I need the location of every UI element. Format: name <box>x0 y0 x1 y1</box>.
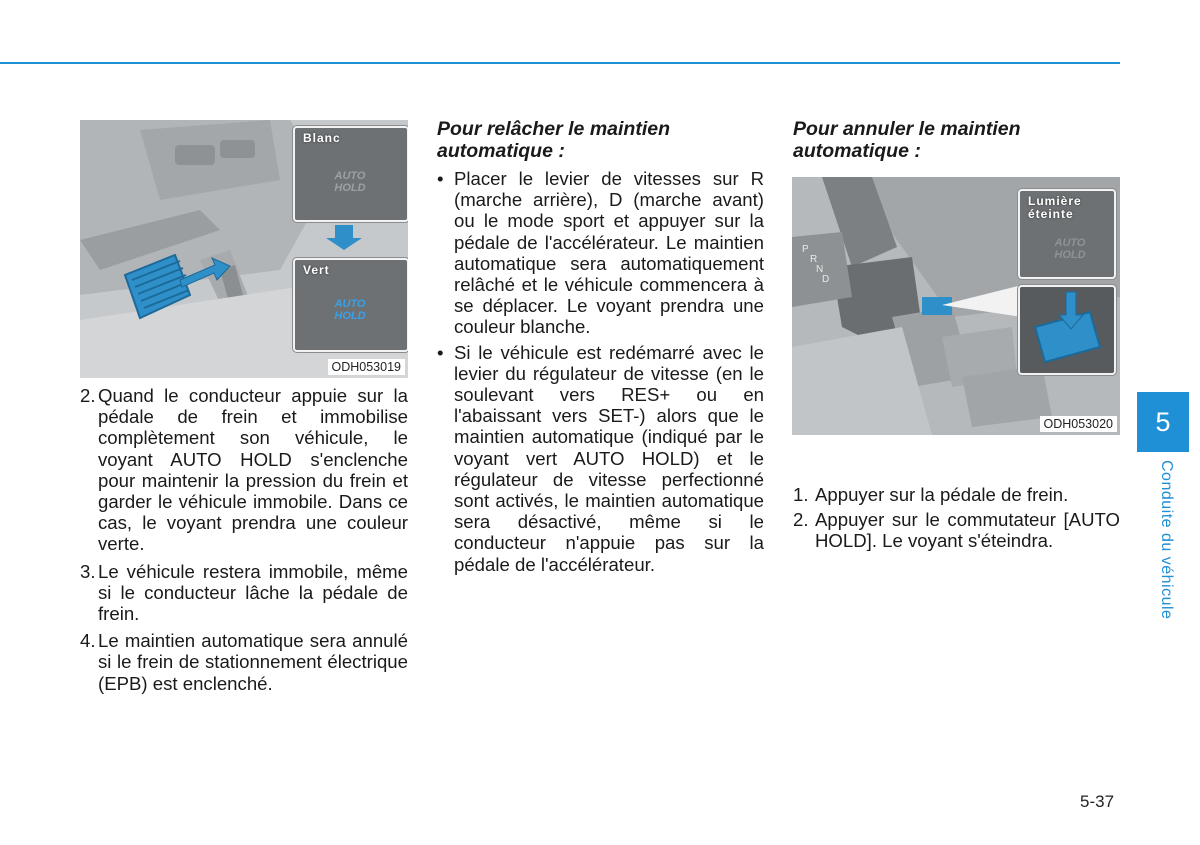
column-right <box>793 118 1120 556</box>
page-number: 5-37 <box>1080 792 1115 811</box>
list-text: Appuyer sur la pédale de frein. <box>815 484 1069 505</box>
list-number: 1. <box>793 484 809 505</box>
column-left <box>80 385 408 700</box>
list-item <box>80 385 408 555</box>
figure-code: ODH053019 <box>328 359 406 375</box>
top-rule <box>0 62 1120 64</box>
list-text: Le véhicule restera immobile, même si le conducteur lâche la pédale de frein. <box>98 560 408 625</box>
figure-code: ODH053020 <box>1040 416 1118 432</box>
list-number: 2. <box>80 385 96 406</box>
section-heading-cancel: Pour annuler le maintien automatique : <box>793 118 1021 162</box>
list-number: 2. <box>793 509 809 531</box>
list-text: Appuyer sur le commutateur [AUTO HOLD]. Le voyant s'éteindra. <box>815 509 1120 552</box>
inset-white-lamp <box>293 126 408 222</box>
svg-text:D: D <box>822 274 830 285</box>
list-item <box>80 561 408 625</box>
auto-hold-off-text: AUTO HOLD <box>1054 237 1086 261</box>
list-number: 3. <box>80 560 96 582</box>
list-item <box>793 509 1120 551</box>
bullet-icon: • <box>437 341 444 363</box>
list-number: 4. <box>80 630 96 652</box>
chapter-title: Conduite du véhicule <box>1158 460 1175 620</box>
list-text: Si le véhicule est redémarré avec le levier du régulateur de vitesse (en le soulevant vers RES+ ou en l'abaissant vers SET-) alors que le maintien automatique (indiqué par le voyant vert AUTO HOLD) et le régulateur de vitesse perfectionné sont activés, le maintien automatique sera désactivé, même si le conducteur n'appuie pas sur la pédale de l'accélérateur. <box>454 341 764 575</box>
list-text: Quand le conducteur appuie sur la pédale de frein et immobilise complètement son véhicule, le voyant AUTO HOLD s'enclenche pour maintenir la pression du frein et garder le véhicule immobile. Dans ce cas, le voyant prendra une couleur verte. <box>98 385 408 555</box>
svg-text:N: N <box>816 264 824 275</box>
list-item <box>80 630 408 694</box>
svg-text:R: R <box>810 254 818 265</box>
figure-brake-pedal <box>80 120 408 378</box>
auto-hold-green-icon <box>325 298 375 322</box>
auto-hold-white-icon <box>325 170 375 194</box>
list-text: Le maintien automatique sera annulé si le frein de stationnement électrique (EPB) est enclenché. <box>98 630 408 694</box>
section-heading-release: Pour relâcher le maintien automatique : <box>437 118 671 162</box>
list-item <box>793 484 1120 505</box>
list-item <box>437 168 764 338</box>
inset-label-green: Vert <box>303 263 330 277</box>
auto-hold-green-text: AUTO HOLD <box>334 298 366 322</box>
chapter-tab: 5 <box>1137 392 1189 452</box>
inset-label-white: Blanc <box>303 131 341 145</box>
list-item <box>437 342 764 575</box>
svg-text:P: P <box>802 244 809 255</box>
list-text: Placer le levier de vitesses sur R (marche arrière), D (marche avant) ou le mode sport et appuyer sur la pédale de l'accélérateur. Le maintien automatique sera automatiquement relâché et le véhicule commencera à se déplacer. Le voyant prendra une couleur blanche. <box>454 168 764 338</box>
column-middle <box>437 118 764 579</box>
inset-green-lamp <box>293 258 408 352</box>
inset-label-off: Lumière éteinte <box>1028 194 1082 221</box>
auto-hold-white-text: AUTO HOLD <box>334 170 366 194</box>
bullet-icon: • <box>437 168 444 189</box>
